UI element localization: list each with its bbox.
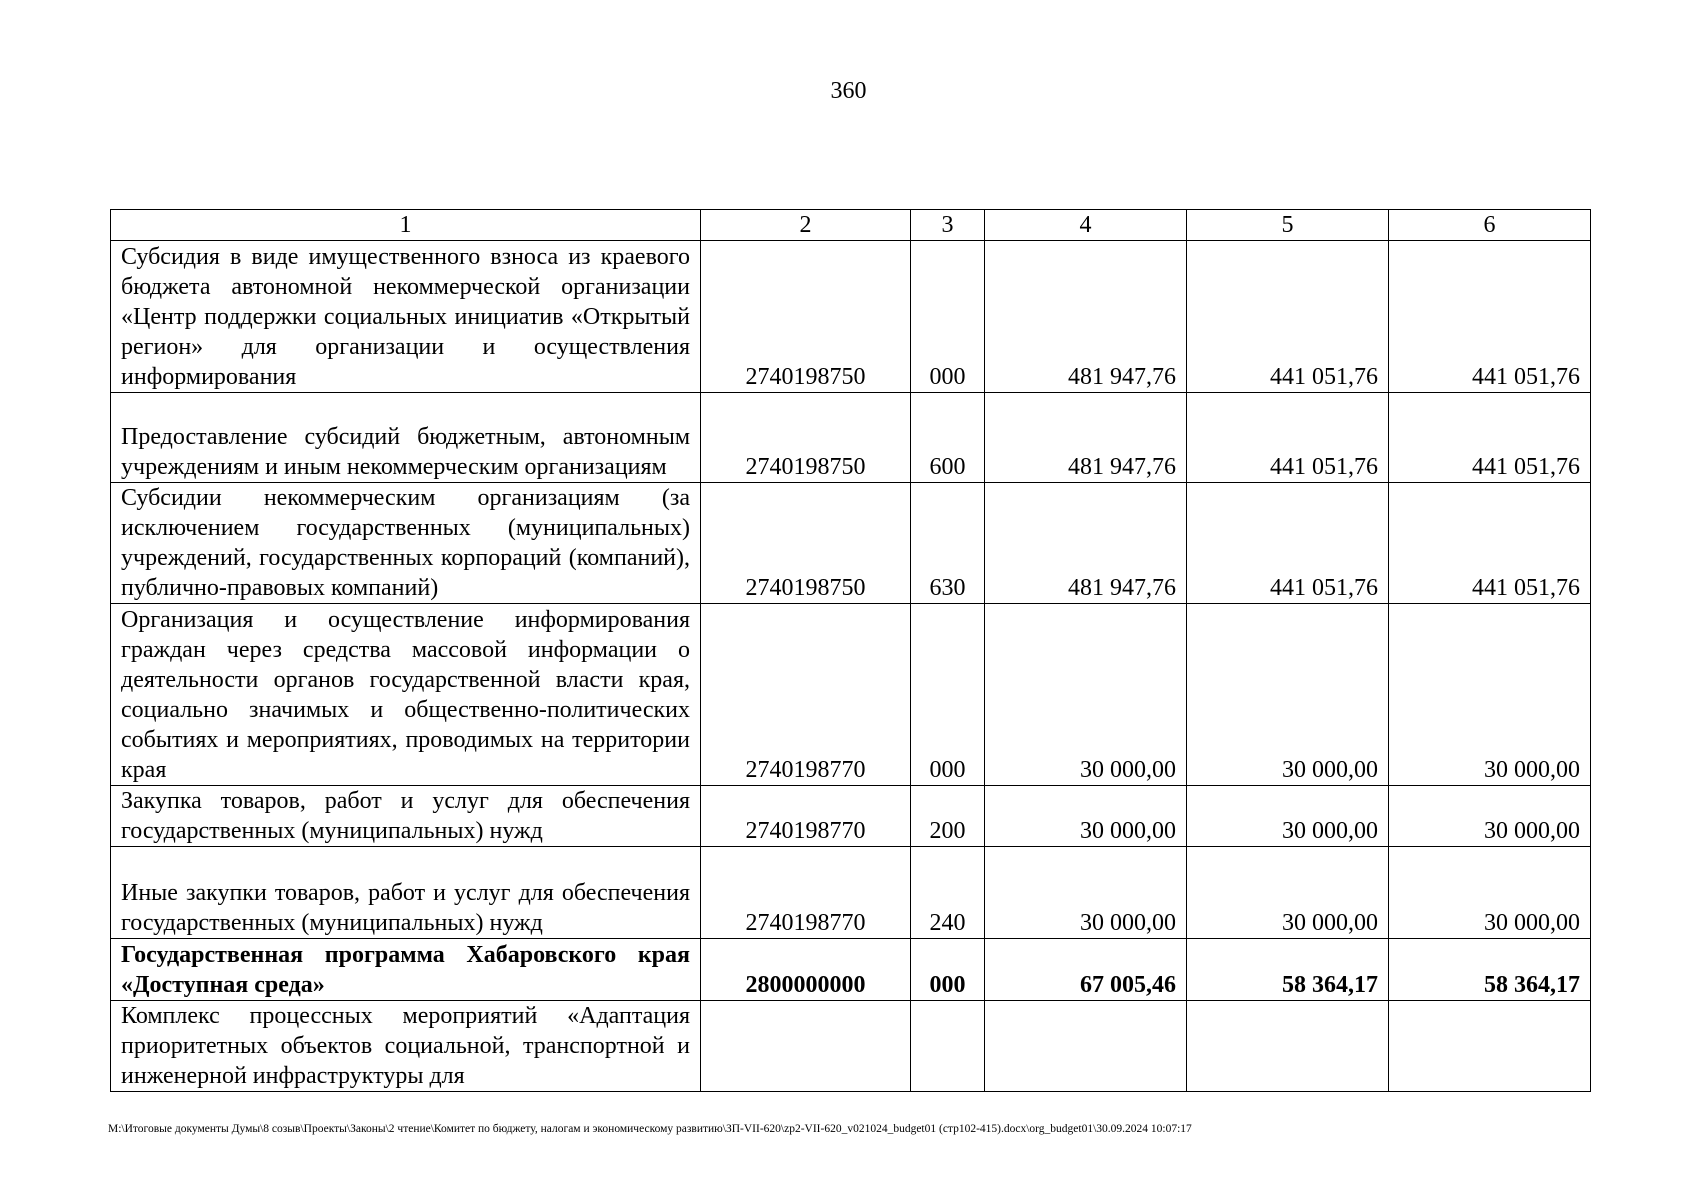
amount-cell: 58 364,17 [1187, 939, 1389, 1001]
table-row [111, 786, 1591, 847]
file-path-footer: M:\Итоговые документы Думы\8 созыв\Проекты\Законы\2 чтение\Комитет по бюджету, налогам и экономическому развитию\ЗП-VII-620\zp2-VII-620_v021024_budget01 (стр102-415).docx\org_budget01\30.09.2024 10:07:17 [108, 1123, 1192, 1135]
description-cell: Закупка товаров, работ и услуг для обеспечения государственных (муниципальных) нужд [111, 786, 701, 847]
amount-cell: 481 947,76 [985, 393, 1187, 483]
amount-cell: 67 005,46 [985, 939, 1187, 1001]
amount-cell: 30 000,00 [985, 847, 1187, 939]
table-header-row [111, 210, 1591, 241]
page-number: 360 [830, 78, 867, 104]
expense-type-cell: 200 [911, 786, 985, 847]
header-cell: 4 [985, 210, 1187, 241]
amount-cell: 30 000,00 [1187, 786, 1389, 847]
amount-cell: 30 000,00 [1389, 847, 1591, 939]
header-cell: 3 [911, 210, 985, 241]
target-article-cell: 2740198770 [701, 847, 911, 939]
target-article-cell: 2740198770 [701, 604, 911, 786]
amount-cell: 30 000,00 [985, 604, 1187, 786]
description-cell: Иные закупки товаров, работ и услуг для обеспечения государственных (муниципальных) нужд [111, 847, 701, 939]
amount-cell [1389, 1001, 1591, 1092]
expense-type-cell: 240 [911, 847, 985, 939]
target-article-cell: 2740198750 [701, 393, 911, 483]
amount-cell: 441 051,76 [1187, 241, 1389, 393]
table-row [111, 604, 1591, 786]
amount-cell: 441 051,76 [1389, 241, 1591, 393]
amount-cell: 58 364,17 [1389, 939, 1591, 1001]
expense-type-cell [911, 1001, 985, 1092]
amount-cell: 441 051,76 [1389, 393, 1591, 483]
amount-cell: 30 000,00 [1187, 604, 1389, 786]
header-cell: 6 [1389, 210, 1591, 241]
table-row [111, 393, 1591, 483]
target-article-cell: 2740198770 [701, 786, 911, 847]
table-row [111, 483, 1591, 604]
target-article-cell: 2740198750 [701, 483, 911, 604]
table-row [111, 1001, 1591, 1092]
table-row [111, 241, 1591, 393]
expense-type-cell: 600 [911, 393, 985, 483]
amount-cell [1187, 1001, 1389, 1092]
table-row [111, 939, 1591, 1001]
amount-cell: 441 051,76 [1187, 483, 1389, 604]
expense-type-cell: 000 [911, 241, 985, 393]
amount-cell: 481 947,76 [985, 483, 1187, 604]
header-cell: 1 [111, 210, 701, 241]
budget-table [110, 209, 1591, 1092]
header-cell: 2 [701, 210, 911, 241]
expense-type-cell: 000 [911, 939, 985, 1001]
amount-cell: 481 947,76 [985, 241, 1187, 393]
description-cell: Субсидия в виде имущественного взноса из краевого бюджета автономной некоммерческой организации «Центр поддержки социальных инициатив «Открытый регион» для организации и осуществления информирования [111, 241, 701, 393]
table-row [111, 847, 1591, 939]
amount-cell: 30 000,00 [1389, 786, 1591, 847]
description-cell: Субсидии некоммерческим организациям (за исключением государственных (муниципальных) учреждений, государственных корпораций (компаний), публично-правовых компаний) [111, 483, 701, 604]
header-cell: 5 [1187, 210, 1389, 241]
target-article-cell: 2740198750 [701, 241, 911, 393]
description-cell: Предоставление субсидий бюджетным, автономным учреждениям и иным некоммерческим организациям [111, 393, 701, 483]
description-cell: Комплекс процессных мероприятий «Адаптация приоритетных объектов социальной, транспортной и инженерной инфраструктуры для [111, 1001, 701, 1092]
amount-cell [985, 1001, 1187, 1092]
amount-cell: 30 000,00 [1187, 847, 1389, 939]
amount-cell: 30 000,00 [1389, 604, 1591, 786]
amount-cell: 441 051,76 [1187, 393, 1389, 483]
description-cell: Государственная программа Хабаровского края «Доступная среда» [111, 939, 701, 1001]
expense-type-cell: 630 [911, 483, 985, 604]
expense-type-cell: 000 [911, 604, 985, 786]
description-cell: Организация и осуществление информирования граждан через средства массовой информации о деятельности органов государственной власти края, социально значимых и общественно-политических событиях и мероприятиях, проводимых на территории края [111, 604, 701, 786]
target-article-cell [701, 1001, 911, 1092]
amount-cell: 30 000,00 [985, 786, 1187, 847]
target-article-cell: 2800000000 [701, 939, 911, 1001]
amount-cell: 441 051,76 [1389, 483, 1591, 604]
